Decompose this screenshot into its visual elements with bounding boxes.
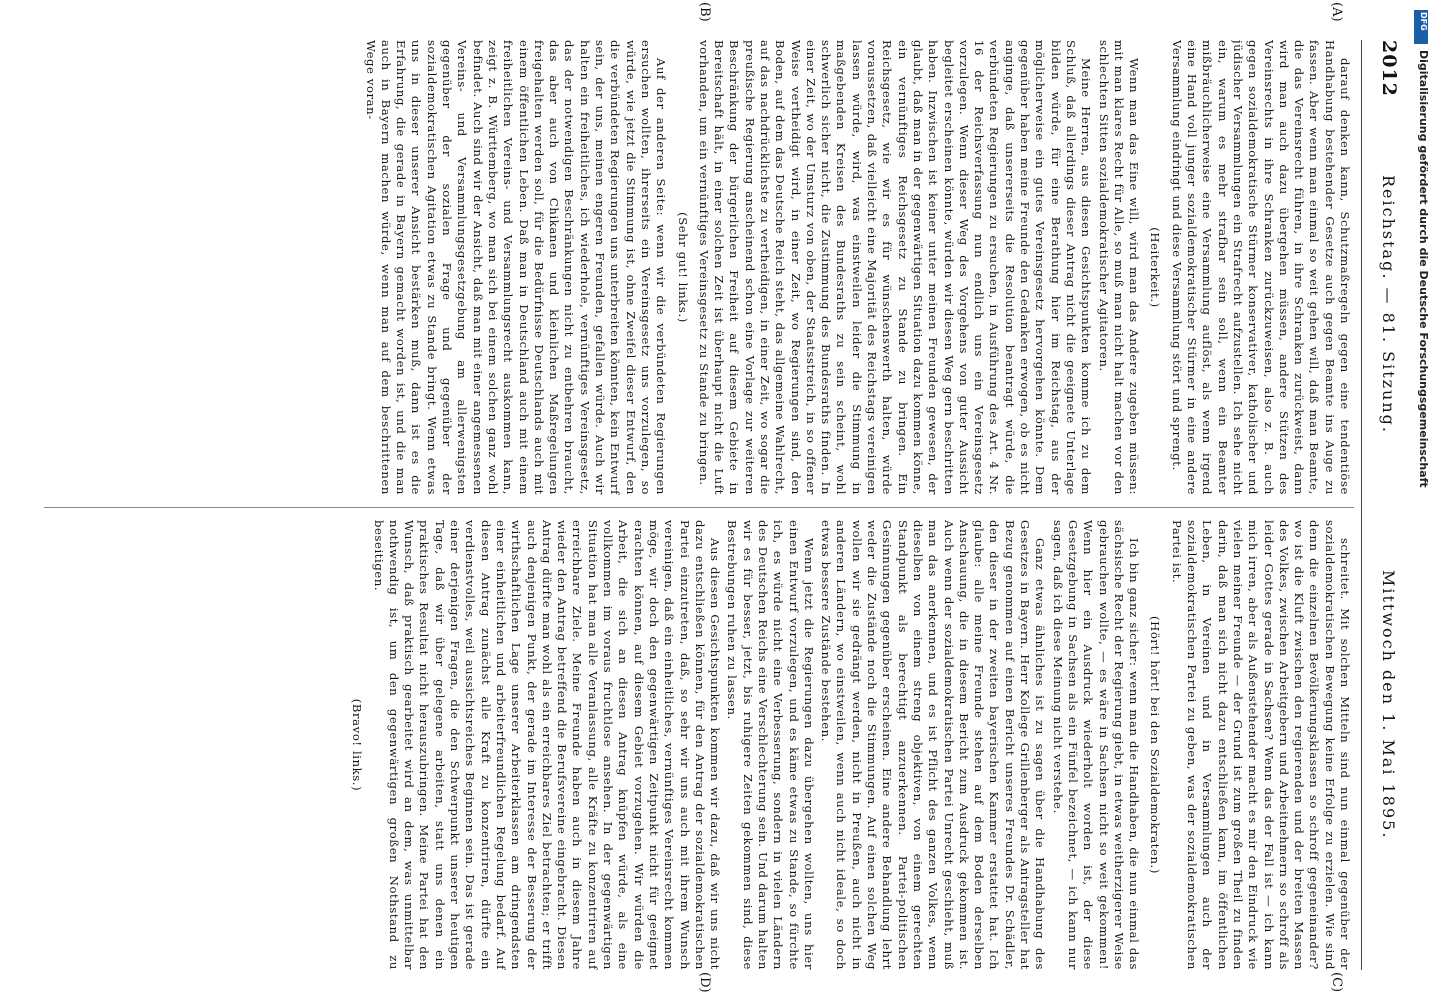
digitization-credit: Digitalisierung gefördert durch die Deutsche Forschungsgemeinschaft xyxy=(1417,50,1430,488)
right-text-column xyxy=(52,520,1352,970)
margin-mark-d: (D) xyxy=(697,972,712,993)
interjection: (Sehr gut! links.) xyxy=(675,212,690,323)
page-number: 2012 xyxy=(1378,40,1400,97)
interjection: (Heiterkeit.) xyxy=(1148,227,1163,308)
paragraph: Auf der anderen Seite: wenn wir die verbündeten Regierungen ersuchen wollten, ihrerseits ein Vereinsgesetz uns vorzulegen, so würde, wie jetzt die Stimmung ist, ohne Zweifel dieser Entwurf, den die verbündeten Regierungen uns unterbreiten könnten, kein Entwurf sein, der uns, meinen engeren Freunden, gefallen würde. Auch wir halten ein freiheitliches, ich wiederhole, vernünftiges Vereinsgesetz, das der notwendigen Beschränkungen nicht zu entbehren braucht, das aber auch von Chikanen und kleinlichen Maßregelungen freigehalten werden soll, für die Bedürfnisse Deutschlands auch mit einem öffentlichen Leben. Daß man in Deutschland auch mit einem freiheitlichen Vereins- und Versammlungsrecht auskommen kann, zeigt z. B. Württemberg, wo man sich bei einem solchen ganz wohl befindet. Auch sind wir der Ansicht, daß man mit einer angemessenen Vereins- und Versammlungsgesetzgebung am allerwenigsten gegenüber der sozialen Frage und gegenüber der sozialdemokratischen Agitation etwas zu Stande bringt. Wenn etwas uns in dieser unserer Ansicht bestärken muß, dann ist es die Erfahrung, die gerade in Bayern gemacht worden ist, und die man auch in Bayern machen würde, wenn man auf dem beschrittenen Wege voran- xyxy=(363,40,669,495)
margin-mark-b: (B) xyxy=(697,2,712,22)
paragraph: Ich bin ganz sicher: wenn man die Handhaben, die nun einmal das sächsische Recht der Regierung giebt, in etwas weitherzigerer Weise gebrauchen wollte, — es wäre in Sachsen nicht so weit gekommen! Wenn hier ein Ausdruck wiederholt worden ist, der diese Gesetzgebung in Sachsen als ein Fünfel bezeichnet, — ich kann nur sagen, daß ich diese Meinung nicht verstehe. xyxy=(1050,520,1142,970)
paragraph: Wenn man das Eine will, wird man das Andere zugeben müssen: mit man klares Recht für Alle, so muß man nicht halt machen vor den schlechten Sitten sozialdemokratischer Agitatoren. xyxy=(1096,40,1142,495)
page-header xyxy=(1361,40,1422,970)
dfg-logo-text: DFG xyxy=(1419,12,1428,31)
session-title: Reichstag. — 81. Sitzung. xyxy=(1379,175,1398,434)
column-divider xyxy=(44,507,1354,508)
left-text-column xyxy=(52,40,1352,495)
paragraph: darauf denken kann, Schutzmaßregeln gegen eine tendentiöse Handhabung bestehender Gesetze auch gegen Beamte ins Auge zu fassen. Aber wenn man einmal so weit gehen will, daß man Beamte, die das Vereinsrecht führen, in ihre Schranken zurückweist, dann wird man auch dazu übergehen müssen, andere Stützen des Vereinsrechts in ihre Schranken zurückzuweisen, also z. B. auch gegen sozialdemokratische Stürmer konservativer, katholischer und jüdischer Versammlungen ein Strafrecht aufzustellen. Ich sehe nicht ein, warum es mehr strafbar sein soll, wenn ein Beamter mißbräuchlicherweise eine Versammlung auflöst, als wenn irgend eine Hand voll junger sozialdemokratischer Stürmer in eine andere Versammlung eindringt und diese Versammlung stört und sprengt. xyxy=(1169,40,1352,495)
margin-mark-a: (A) xyxy=(1329,2,1344,22)
margin-mark-c: (C) xyxy=(1329,972,1344,993)
interjection: (Hört! hört! bei den Sozialdemokraten.) xyxy=(1148,616,1163,874)
paragraph: Aus diesen Gesichtspunkten kommen wir dazu, daß wir uns nicht dazu entschließen können, für den Antrag der sozialdemokratischen Partei einzutreten, daß, so sehr wir uns auch mit ihrem Wunsch vereinigen, daß ein einheitliches, vernünftiges Vereinsrecht kommen möge, wir doch den gegenwärtigen Zeitpunkt nicht für geeignet erachten können, auf diesem Gebiet vorzugehen. Wir würden die Arbeit, die sich an diesen Antrag knüpfen würde, als eine vollkommen im voraus fruchtlose ansehen. In der gegenwärtigen Situation hat man alle Veranlassung, alle Kräfte zu konzentriren auf erreichbare Ziele. Meine Freunde haben auch in diesem Jahre wieder den Antrag betreffend die Berufsvereine eingebracht. Diesen Antrag dürfte man wohl als ein erreichbares Ziel betrachten; er trifft auch denjenigen Punkt, der gerade im Interesse der Besserung der wirthschaftlichen Lage unserer Arbeiterklassen am dringendsten einer einheitlichen und arbeiterfreundlichen Regelung bedarf. Auf diesen Antrag zunächst alle Kraft zu konzentriren, dürfte ein verdienstvolles, weil aussichtsreiches Beginnen sein. Das ist gerade einer derjenigen Fragen, die den Schwerpunkt unserer heutigen Tage, daß wir über gelegene arbeiten, statt uns denen ein praktisches Resultat nicht herauszubringen. Meine Partei hat den Wunsch, daß praktisch gearbeitet wird an dem, was unmittelbar nothwendig ist, um den gegenwärtigen großen Nothstand zu beseitigen. xyxy=(371,520,723,970)
dfg-logo xyxy=(1414,10,1428,44)
paragraph: Wenn jetzt die Regierungen dazu übergehen wollten, uns hier einen Entwurf vorzulegen, und es käme etwas zu Stande, so fürchte ich, es würde nicht eine Verbesserung, sondern in vielen Ländern des Deutschen Reichs eine Verschlechterung sein. Und darum halten wir es für besser, jetzt, bis ruhigere Zeiten gekommen sind, diese Bestrebungen ruhen zu lassen. xyxy=(725,520,816,970)
date-title: Mittwoch den 1. Mai 1895. xyxy=(1379,570,1398,840)
paragraph: schreitet. Mit solchen Mitteln sind nun einmal gegenüber der sozialdemokratischen Bewegung keine Erfolge zu erzielen. Wie sind denn die einzelnen Bevölkerungsklassen so schroff gegeneinander? wo ist die Kluft zwischen den regierenden und der breiten Massen des Volkes, zwischen Arbeitgebern und Arbeitnehmern so schroff als leider Gottes gerade in Sachsen? Wenn das der Fall ist — ich kann mich irren, aber als Außenstehender macht es mir den Eindruck wie vielen meiner Freunde — der Grund ist zum großen Theil zu finden darin, daß man sich nicht dazu entschließen kann, im öffentlichen Leben, in Vereinen und in Versammlungen auch der sozialdemokratischen Partei zu geben, was der sozialdemokratischen Partei ist. xyxy=(1169,520,1352,970)
interjection: (Bravo! links.) xyxy=(350,698,365,792)
paragraph: Meine Herren, aus diesen Gesichtspunkten komme ich zu dem Schluß, daß allerdings dieser Antrag nicht die geeignete Unterlage bilden würde, für eine Berathung hier im Reichstag, aus der möglicherweise ein gutes Vereinsgesetz hervorgehen könnte. Dem gegenüber haben meine Freunde den Gedanken erwogen, ob es nicht anginge, daß unsererseits die Resolution beantragt würde, die verbündeten Regierungen zu ersuchen, in Ausführung des Art. 4 Nr. 16 der Reichsverfassung nun endlich uns ein Vereinsgesetz vorzulegen. Wenn dieser Weg des Vorgehens von guter Aussicht begleitet erscheinen könnte, würden wir diesen Weg gern beschritten haben. Inzwischen ist keiner unter meinen Freunden gewesen, der glaubt, daß man in der gegenwärtigen Situation dazu kommen könne, ein vernünftiges Reichsgesetz zu Stande zu bringen. Ein Reichsgesetz, wie wir es für wünschenswerth halten, würde voraussetzen, daß vielleicht eine Majorität des Reichstags vereinigen lassen würde, wird, was einstweilen leider die Stimmung in maßgebenden Kreisen des Bundesraths zu sein scheint, wohl schwerlich sicher nicht, die Zustimmung des Bundesraths finden. In einer Zeit, wo der Umsturz von oben, der Staatsstreich, in so offener Weise vertheidigt wird, in einer Zeit, wo Regierungen sind, den Boden, auf dem das Deutsche Reich steht, das allgemeine Wahlrecht, auf das nachdrücklichste zu vertheidigen, in einer Zeit, wo sogar die preußische Regierung anscheinend schon eine Vorlage zur weiteren Beschränkung der bürgerlichen Freiheit auf diesem Gebiete in Bereitschaft hält, in einer solchen Zeit ist überhaupt nicht die Luft vorhanden, um ein vernünftiges Vereinsgesetz zu Stande zu bringen. xyxy=(696,40,1094,495)
paragraph: Ganz etwas ähnliches ist zu sagen über die Handhabung des Gesetzes in Bayern. Herr Kollege Grillenberger als Antragsteller hat Bezug genommen auf einen Bericht unseres Freundes Dr. Schädler, den dieser in der zweiten bayerischen Kammer erstattet hat. Ich glaube: alle meine Freunde stehen auf dem Boden derselben Anschauung, die in diesem Bericht zum Ausdruck gekommen ist. Auch wenn der sozialdemokratischen Partei Unrecht geschieht, muß man das anerkennen, und es ist Pflicht des ganzen Volkes, wenn dieselben von einem streng objektiven, von einem gerechten Standpunkt als berechtigt anzuerkennen. Partei-politischen Gesinnungen gegenüber erscheinen. Eine andere Behandlung lehrt weder die Zustände noch die Stimmungen. Auf einen solchen Weg wollen wir sie gedrängt werden, nicht in Preußen, auch nicht in anderen Ländern, wo einstweilen, wenn auch nicht ideale, so doch etwas bessere Zustände bestehen. xyxy=(819,520,1048,970)
